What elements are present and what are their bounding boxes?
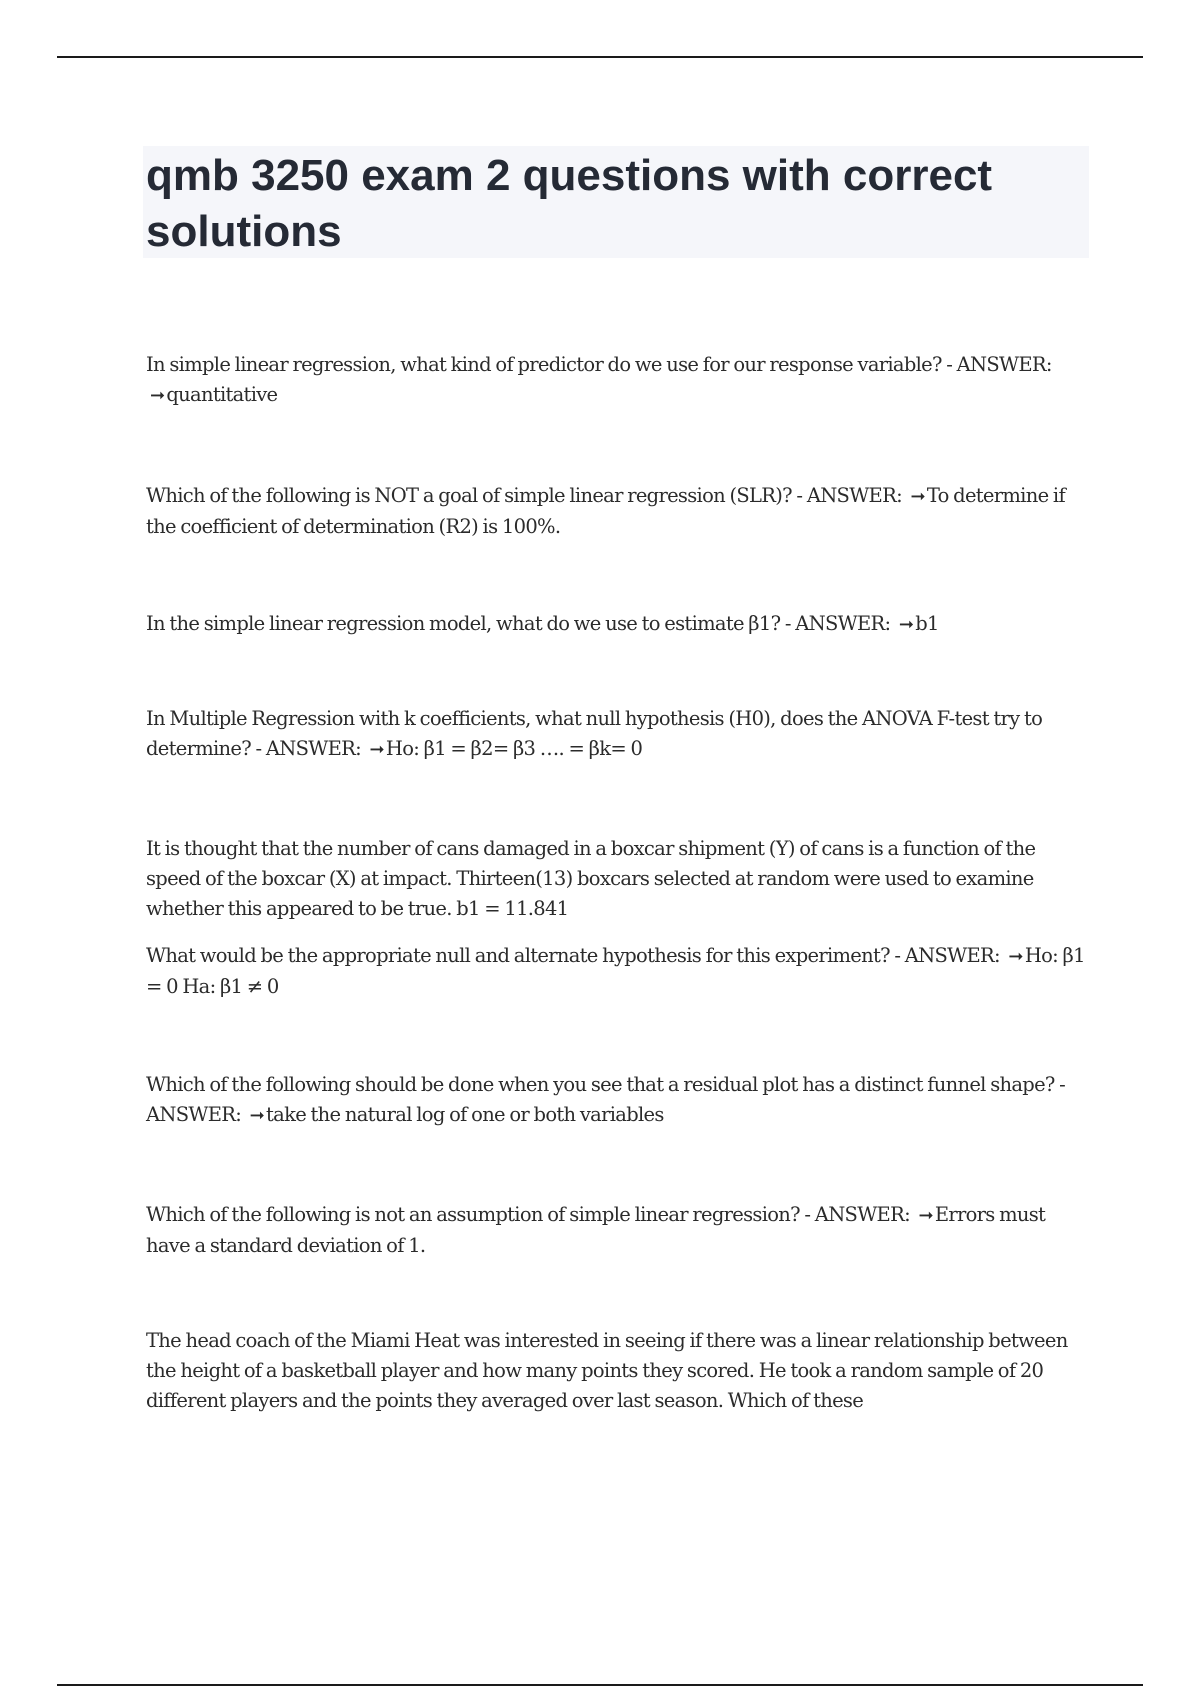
qa-item [146, 481, 1086, 542]
question-text: It is thought that the number of cans damaged in a boxcar shipment (Y) of cans is a function of the speed of the boxcar (X) at impact. Thirteen(13) boxcars selected at random were used to examine whether this appeared to be true. b1 = 11.841 [146, 837, 1036, 920]
question-text: In Multiple Regression with k coefficients, what null hypothesis (H0), does the ANOVA F-test try to determine? - ANSWER: [146, 707, 1043, 760]
answer-text: quantitative [166, 383, 278, 406]
document-title: qmb 3250 exam 2 questions with correct solutions [146, 151, 993, 256]
qa-item [146, 350, 1086, 411]
answer-text: Errors must have a standard deviation of 1. [146, 1203, 1046, 1257]
answer-text: Ho: β1 = 0 Ha: β1 ≠ 0 [146, 944, 1085, 998]
qa-item [146, 834, 1086, 924]
question-text: Which of the following is not an assumption of simple linear regression? - ANSWER: [146, 1203, 910, 1226]
qa-item [146, 1200, 1086, 1261]
question-text: Which of the following is NOT a goal of simple linear regression (SLR)? - ANSWER: [146, 484, 902, 507]
answer-text: Ho: β1 = β2= β3 …. = βk= 0 [385, 737, 643, 760]
question-text: Which of the following should be done when you see that a residual plot has a distinct funnel shape? - ANSWER: [146, 1073, 1066, 1126]
question-text: What would be the appropriate null and alternate hypothesis for this experiment? - ANSWER: [146, 944, 1000, 967]
arrow-icon: ➞ [918, 1205, 933, 1226]
bottom-rule [57, 1684, 1143, 1686]
arrow-icon: ➞ [910, 486, 925, 507]
qa-item [146, 1326, 1086, 1416]
arrow-icon: ➞ [369, 739, 384, 760]
arrow-icon: ➞ [150, 385, 165, 406]
question-text: The head coach of the Miami Heat was interested in seeing if there was a linear relationship between the height of a basketball player and how many points they scored. He took a random sample of 20 different players and the points they averaged over last season. Which of these [146, 1329, 1068, 1412]
qa-item-continued [146, 941, 1086, 1002]
arrow-icon: ➞ [249, 1105, 265, 1126]
question-text: In the simple linear regression model, what do we use to estimate β1? - ANSWER: [146, 612, 891, 635]
top-rule [57, 56, 1143, 58]
answer-text: To determine if the coefficient of determination (R2) is 100%. [146, 484, 1065, 538]
answer-text: b1 [915, 612, 939, 635]
arrow-icon: ➞ [898, 614, 914, 635]
qa-item [146, 704, 1086, 765]
qa-item [146, 1070, 1086, 1131]
arrow-icon: ➞ [1008, 946, 1023, 967]
question-text: In simple linear regression, what kind of predictor do we use for our response variable? - ANSWER: [146, 353, 1052, 376]
answer-text: take the natural log of one or both variables [266, 1103, 664, 1126]
qa-item [146, 609, 1086, 640]
